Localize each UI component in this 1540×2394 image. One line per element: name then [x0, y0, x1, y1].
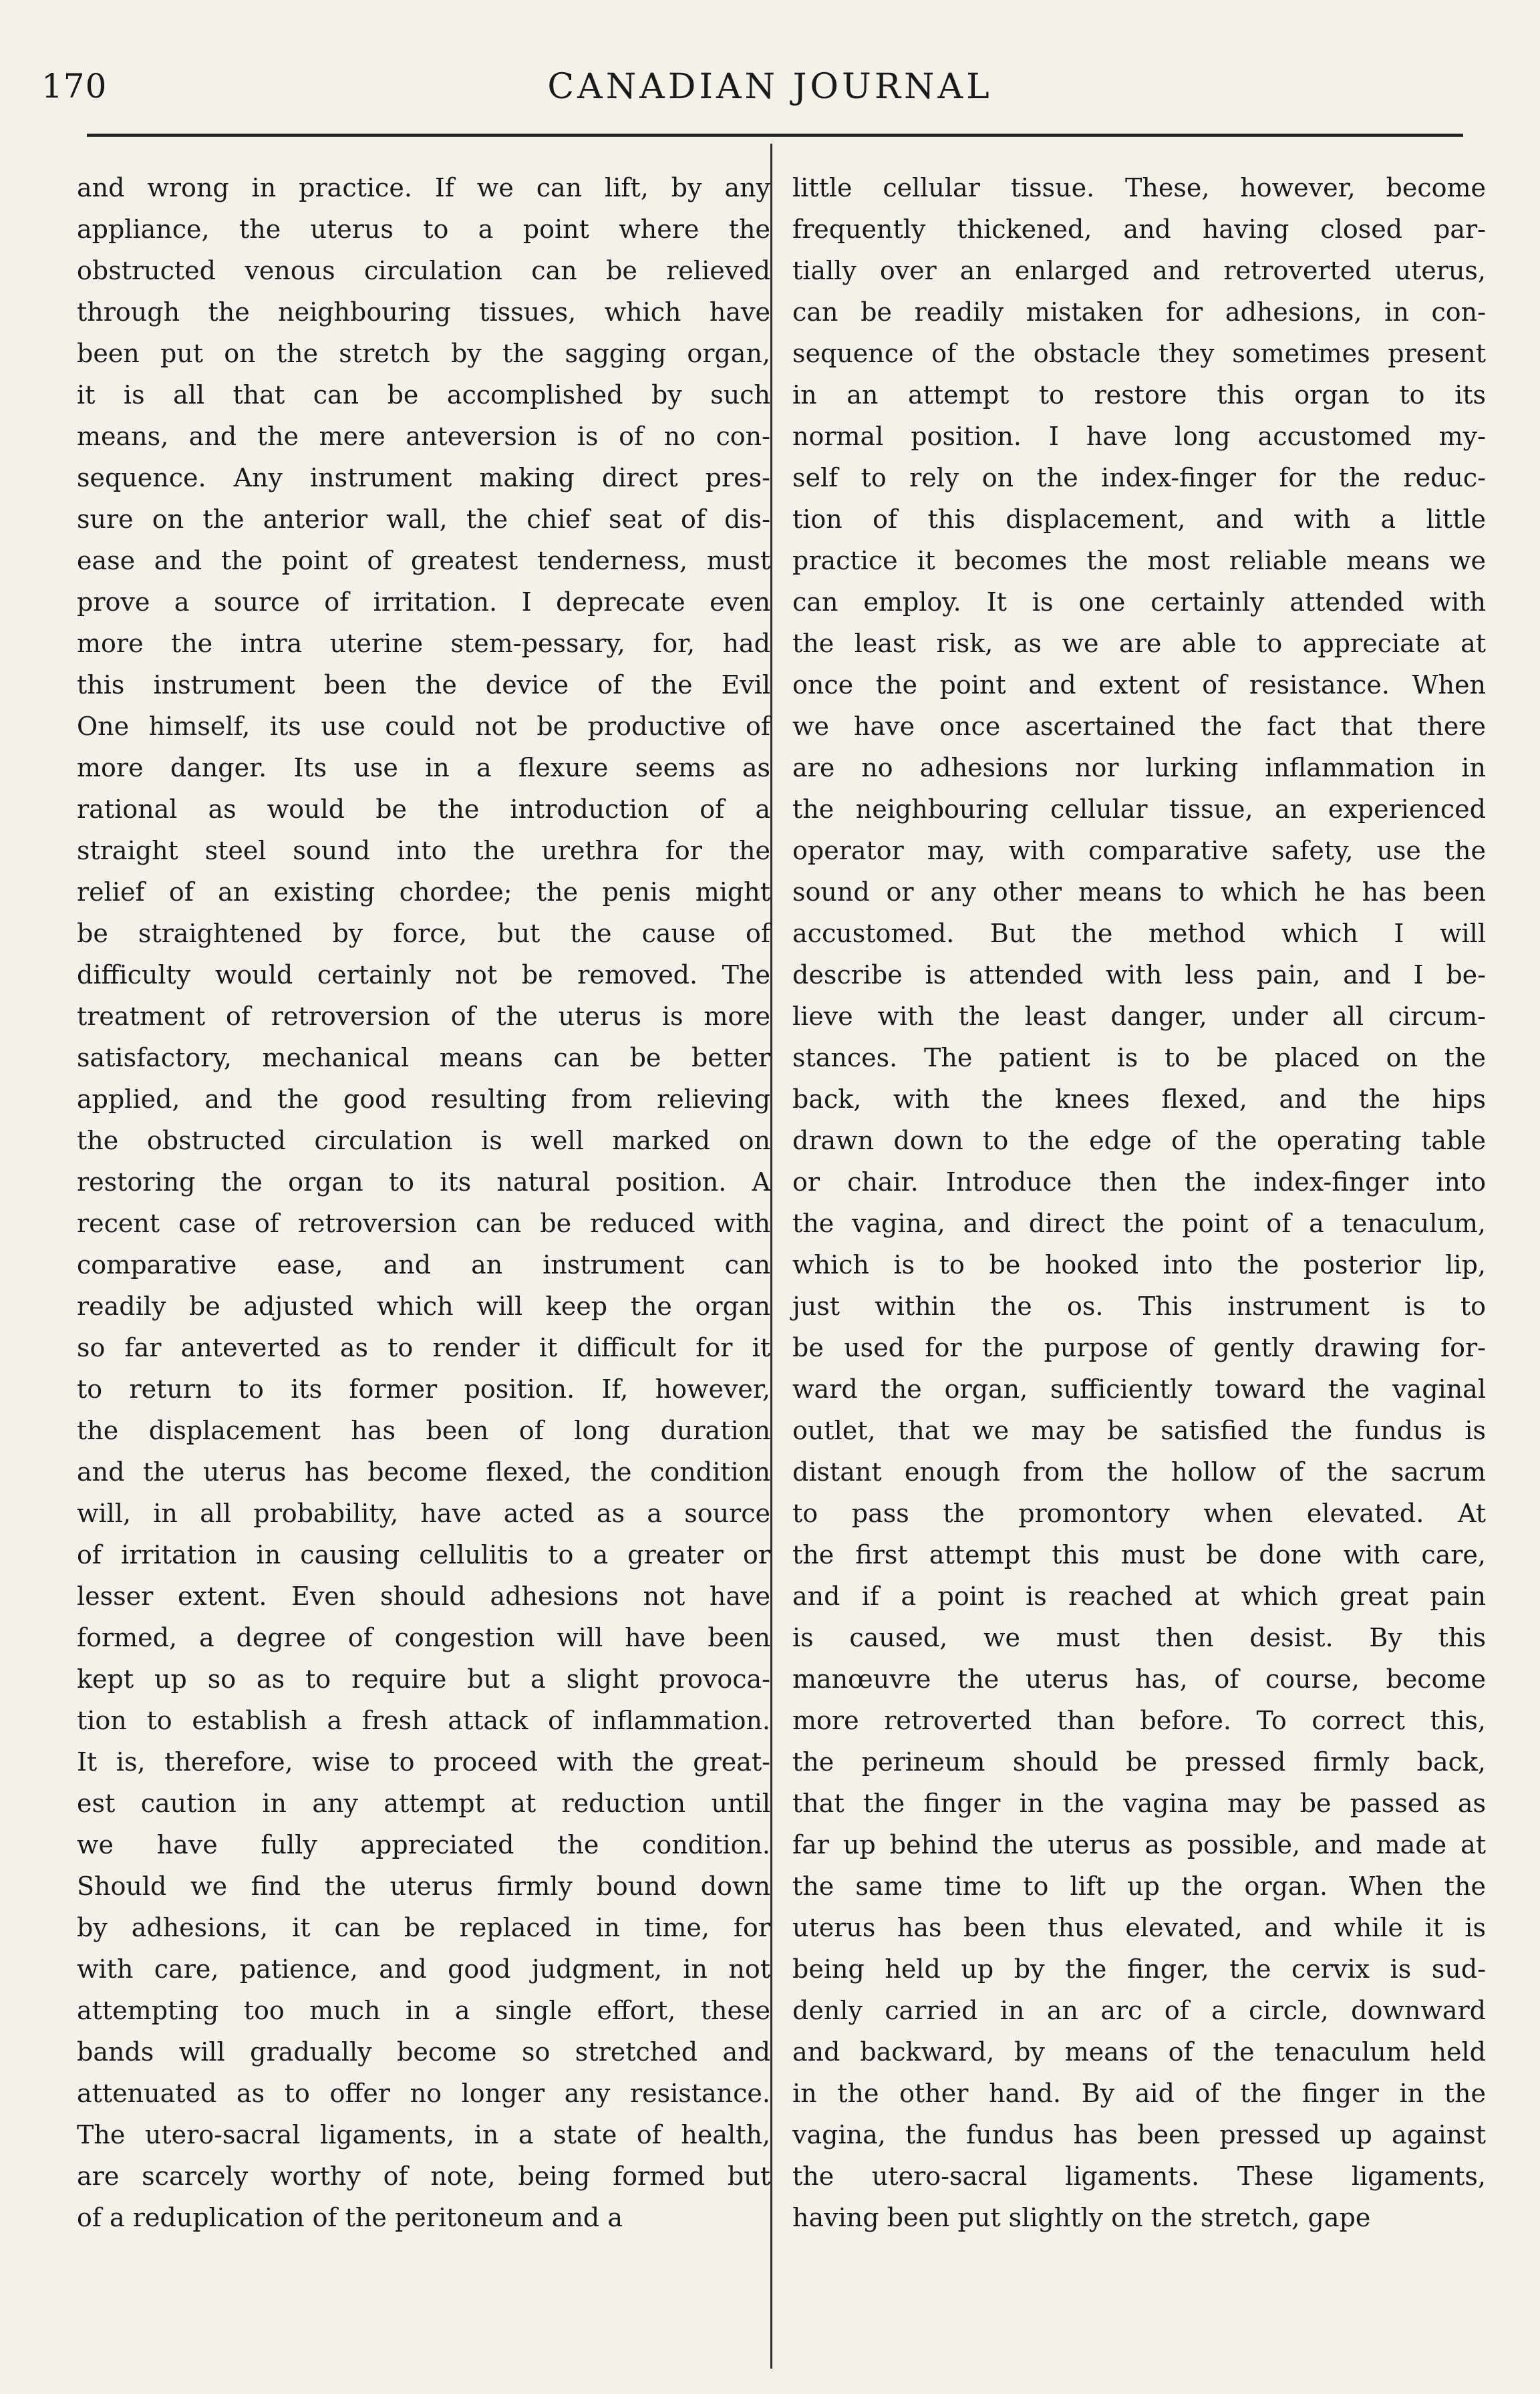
text-line: by adhesions, it can be replaced in time, for	[77, 1913, 770, 1942]
text-line: the obstructed circulation is well marked on	[77, 1126, 770, 1155]
text-line: It is, therefore, wise to proceed with the great-	[77, 1747, 770, 1777]
text-line: applied, and the good resulting from relieving	[77, 1084, 770, 1114]
text-line: readily be adjusted which will keep the organ	[77, 1292, 770, 1321]
text-line: difficulty would certainly not be removed. The	[77, 960, 770, 990]
text-line: the first attempt this must be done with care,	[792, 1540, 1486, 1569]
text-line: kept up so as to require but a slight provoca-	[77, 1664, 770, 1694]
text-line: sequence of the obstacle they sometimes present	[792, 339, 1486, 368]
text-line: been put on the stretch by the sagging organ,	[77, 339, 770, 368]
text-line: drawn down to the edge of the operating table	[792, 1126, 1486, 1155]
text-line: or chair. Introduce then the index-finger into	[792, 1167, 1486, 1197]
text-line: recent case of retroversion can be reduced with	[77, 1209, 770, 1238]
text-line: and wrong in practice. If we can lift, by any	[77, 173, 770, 202]
text-line: which is to be hooked into the posterior lip,	[792, 1250, 1486, 1280]
text-line: est caution in any attempt at reduction until	[77, 1789, 770, 1818]
text-line: means, and the mere anteversion is of no con-	[77, 422, 770, 451]
text-line: ease and the point of greatest tenderness, must	[77, 546, 770, 575]
column-divider	[770, 144, 772, 2369]
text-line: through the neighbouring tissues, which have	[77, 297, 770, 327]
text-line: One himself, its use could not be productive of	[77, 712, 770, 741]
text-line: denly carried in an arc of a circle, downward	[792, 1996, 1486, 2025]
text-line: so far anteverted as to render it difficult for it	[77, 1333, 770, 1362]
text-line: restoring the organ to its natural position. A	[77, 1167, 770, 1197]
text-line: little cellular tissue. These, however, become	[792, 173, 1486, 202]
text-line: being held up by the finger, the cervix is sud-	[792, 1954, 1486, 1984]
text-line: sound or any other means to which he has been	[792, 877, 1486, 907]
text-line: and the uterus has become flexed, the condition	[77, 1457, 770, 1487]
header-rule	[87, 134, 1463, 137]
text-line: in the other hand. By aid of the finger in the	[792, 2079, 1486, 2108]
text-line: the utero-sacral ligaments. These ligaments,	[792, 2161, 1486, 2191]
text-line: can be readily mistaken for adhesions, in con-	[792, 297, 1486, 327]
text-line: uterus has been thus elevated, and while it is	[792, 1913, 1486, 1942]
text-line: the least risk, as we are able to appreciate at	[792, 629, 1486, 658]
text-line: are no adhesions nor lurking inflammation in	[792, 753, 1486, 782]
journal-title: CANADIAN JOURNAL	[547, 67, 993, 107]
text-line: bands will gradually become so stretched and	[77, 2037, 770, 2067]
text-line: be straightened by force, but the cause of	[77, 919, 770, 948]
text-line: practice it becomes the most reliable means we	[792, 546, 1486, 575]
text-line: it is all that can be accomplished by such	[77, 380, 770, 410]
text-line: we have fully appreciated the condition.	[77, 1830, 770, 1859]
text-line: of irritation in causing cellulitis to a greater or	[77, 1540, 770, 1569]
text-line: once the point and extent of resistance. When	[792, 670, 1486, 700]
text-line: more danger. Its use in a flexure seems as	[77, 753, 770, 782]
text-line: rational as would be the introduction of a	[77, 794, 770, 824]
text-line: formed, a degree of congestion will have been	[77, 1623, 770, 1652]
text-line: with care, patience, and good judgment, in not	[77, 1954, 770, 1984]
text-line: stances. The patient is to be placed on the	[792, 1043, 1486, 1072]
text-line: comparative ease, and an instrument can	[77, 1250, 770, 1280]
text-line: more retroverted than before. To correct this,	[792, 1706, 1486, 1735]
text-line: the neighbouring cellular tissue, an experienced	[792, 794, 1486, 824]
text-line: satisfactory, mechanical means can be better	[77, 1043, 770, 1072]
text-line: vagina, the fundus has been pressed up against	[792, 2120, 1486, 2149]
text-line: describe is attended with less pain, and I be-	[792, 960, 1486, 990]
text-line: accustomed. But the method which I will	[792, 919, 1486, 948]
text-line: far up behind the uterus as possible, and made at	[792, 1830, 1486, 1859]
text-line: in an attempt to restore this organ to its	[792, 380, 1486, 410]
text-line: Should we find the uterus firmly bound down	[77, 1872, 770, 1901]
text-line: treatment of retroversion of the uterus is more	[77, 1002, 770, 1031]
text-line: and if a point is reached at which great pain	[792, 1582, 1486, 1611]
text-line: the displacement has been of long duration	[77, 1416, 770, 1445]
text-line: can employ. It is one certainly attended with	[792, 587, 1486, 617]
text-line: prove a source of irritation. I deprecate even	[77, 587, 770, 617]
left-column	[77, 167, 770, 2238]
text-line: straight steel sound into the urethra for the	[77, 836, 770, 865]
text-line: back, with the knees flexed, and the hips	[792, 1084, 1486, 1114]
text-line: frequently thickened, and having closed par-	[792, 214, 1486, 244]
text-line: tion to establish a fresh attack of inflammation.	[77, 1706, 770, 1735]
page-number: 170	[41, 67, 108, 106]
text-line: the vagina, and direct the point of a tenaculum,	[792, 1209, 1486, 1238]
text-line: normal position. I have long accustomed my-	[792, 422, 1486, 451]
text-line: appliance, the uterus to a point where the	[77, 214, 770, 244]
text-line: obstructed venous circulation can be relieved	[77, 256, 770, 285]
text-line: lieve with the least danger, under all circum-	[792, 1002, 1486, 1031]
text-line: be used for the purpose of gently drawing for-	[792, 1333, 1486, 1362]
text-line: just within the os. This instrument is to	[792, 1292, 1486, 1321]
right-column	[792, 167, 1486, 2238]
text-line: sure on the anterior wall, the chief seat of dis-	[77, 504, 770, 534]
text-line: and backward, by means of the tenaculum held	[792, 2037, 1486, 2067]
text-line: the perineum should be pressed firmly back,	[792, 1747, 1486, 1777]
text-line: distant enough from the hollow of the sacrum	[792, 1457, 1486, 1487]
text-line: relief of an existing chordee; the penis might	[77, 877, 770, 907]
text-line: operator may, with comparative safety, use the	[792, 836, 1486, 865]
text-line: more the intra uterine stem-pessary, for, had	[77, 629, 770, 658]
text-line: self to rely on the index-finger for the reduc-	[792, 463, 1486, 492]
text-line: to return to its former position. If, however,	[77, 1374, 770, 1404]
text-line: this instrument been the device of the Evil	[77, 670, 770, 700]
text-line: we have once ascertained the fact that there	[792, 712, 1486, 741]
text-line: will, in all probability, have acted as a source	[77, 1499, 770, 1528]
text-line: ward the organ, sufficiently toward the vaginal	[792, 1374, 1486, 1404]
text-line: is caused, we must then desist. By this	[792, 1623, 1486, 1652]
text-line: The utero-sacral ligaments, in a state of health,	[77, 2120, 770, 2149]
text-line: outlet, that we may be satisfied the fundus is	[792, 1416, 1486, 1445]
text-line: manœuvre the uterus has, of course, become	[792, 1664, 1486, 1694]
page-header	[0, 0, 1540, 127]
text-line: the same time to lift up the organ. When the	[792, 1872, 1486, 1901]
text-line: attempting too much in a single effort, these	[77, 1996, 770, 2025]
text-line: sequence. Any instrument making direct pres-	[77, 463, 770, 492]
text-line: of a reduplication of the peritoneum and a	[77, 2203, 623, 2232]
text-line: to pass the promontory when elevated. At	[792, 1499, 1486, 1528]
text-line: are scarcely worthy of note, being formed but	[77, 2161, 770, 2191]
text-line: lesser extent. Even should adhesions not have	[77, 1582, 770, 1611]
text-line: that the finger in the vagina may be passed as	[792, 1789, 1486, 1818]
text-line: having been put slightly on the stretch, gape	[792, 2203, 1371, 2232]
text-line: tion of this displacement, and with a little	[792, 504, 1486, 534]
text-line: attenuated as to offer no longer any resistance.	[77, 2079, 770, 2108]
text-line: tially over an enlarged and retroverted uterus,	[792, 256, 1486, 285]
